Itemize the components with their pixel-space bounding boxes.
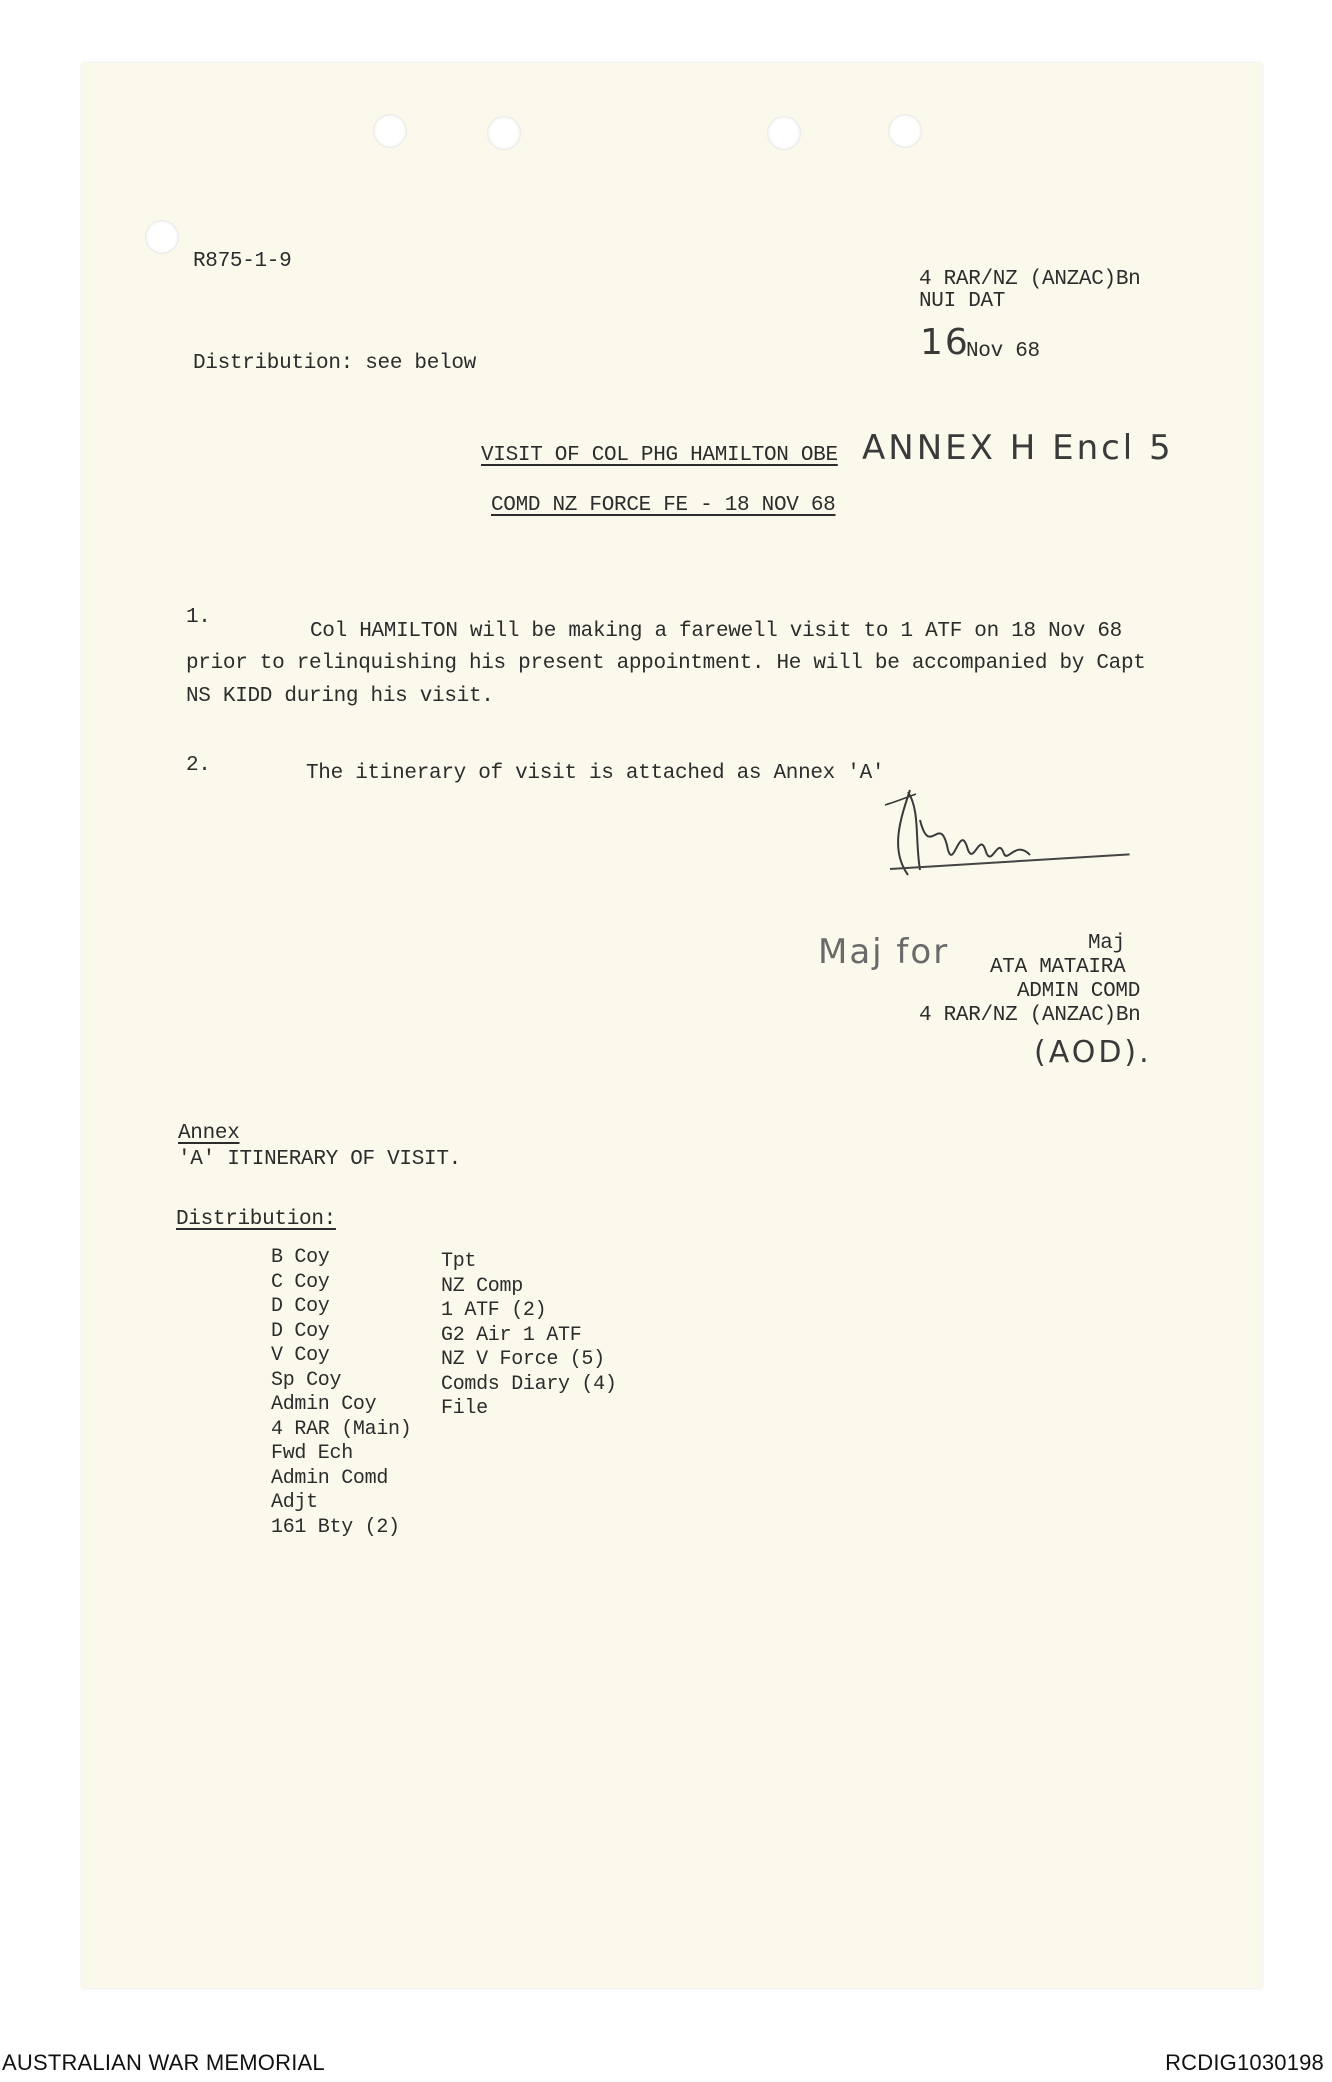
paragraph-1-line-3: NS KIDD during his visit. xyxy=(186,685,494,708)
footer-identifier: RCDIG1030198 xyxy=(1165,2050,1324,2075)
list-item: B Coy xyxy=(271,1246,330,1269)
list-item: D Coy xyxy=(271,1319,330,1343)
paragraph-number: 1. xyxy=(186,606,211,629)
file-reference: R875-1-9 xyxy=(193,250,292,273)
list-item: Tpt xyxy=(441,1250,477,1273)
list-item: NZ V Force (5) xyxy=(441,1348,605,1371)
unit-name: 4 RAR/NZ (ANZAC)Bn xyxy=(919,268,1141,291)
signatory-name: ATA MATAIRA xyxy=(990,956,1126,979)
paragraph-1-line-1: Col HAMILTON will be making a farewell visit to 1 ATF on 18 Nov 68 xyxy=(310,620,1122,643)
title-line-2: COMD NZ FORCE FE - 18 NOV 68 xyxy=(491,494,836,517)
distribution-list-column-1 xyxy=(271,1246,411,1540)
annex-heading: Annex xyxy=(178,1122,240,1145)
list-item: File xyxy=(441,1397,488,1420)
annex-item: 'A' ITINERARY OF VISIT. xyxy=(178,1148,461,1171)
list-item: V Coy xyxy=(271,1344,330,1367)
distribution-list-column-2 xyxy=(441,1250,617,1422)
footer-source: AUSTRALIAN WAR MEMORIAL xyxy=(2,2050,325,2075)
list-item: Admin Comd xyxy=(271,1466,389,1490)
list-item: NZ Comp xyxy=(441,1274,523,1298)
punch-hole xyxy=(888,114,922,148)
paragraph-number: 2. xyxy=(186,754,211,777)
handwritten-suffix: (AOD). xyxy=(1034,1035,1152,1070)
list-item: D Coy xyxy=(271,1295,330,1318)
handwritten-prefix: Maj for xyxy=(818,932,950,972)
title-line-1: VISIT OF COL PHG HAMILTON OBE xyxy=(481,444,838,467)
signature xyxy=(880,780,1080,890)
signatory-appointment: ADMIN COMD xyxy=(1017,980,1141,1003)
date: Nov 68 xyxy=(966,340,1040,363)
list-item: Fwd Ech xyxy=(271,1442,353,1465)
punch-hole xyxy=(373,114,407,148)
list-item: G2 Air 1 ATF xyxy=(441,1323,582,1347)
paragraph-1-line-2: prior to relinquishing his present appointment. He will be accompanied by Capt xyxy=(186,652,1146,675)
list-item: 161 Bty (2) xyxy=(271,1515,400,1539)
paragraph-2-line-1: The itinerary of visit is attached as Annex 'A' xyxy=(306,762,885,785)
list-item: Admin Coy xyxy=(271,1393,377,1416)
punch-hole xyxy=(487,116,521,150)
location: NUI DAT xyxy=(919,290,1006,313)
distribution-note: Distribution: see below xyxy=(193,352,476,375)
signatory-rank: Maj xyxy=(1088,932,1125,955)
list-item: C Coy xyxy=(271,1270,330,1294)
punch-hole xyxy=(767,116,801,150)
list-item: Comds Diary (4) xyxy=(441,1372,617,1396)
signatory-unit: 4 RAR/NZ (ANZAC)Bn xyxy=(919,1004,1141,1027)
handwritten-annotation: ANNEX H Encl 5 xyxy=(862,428,1174,468)
handwritten-day: 16 xyxy=(920,322,970,363)
list-item: Sp Coy xyxy=(271,1368,342,1392)
list-item: Adjt xyxy=(271,1491,318,1514)
list-item: 4 RAR (Main) xyxy=(271,1417,412,1441)
list-item: 1 ATF (2) xyxy=(441,1299,547,1322)
distribution-heading: Distribution: xyxy=(176,1208,336,1231)
punch-hole xyxy=(145,220,179,254)
